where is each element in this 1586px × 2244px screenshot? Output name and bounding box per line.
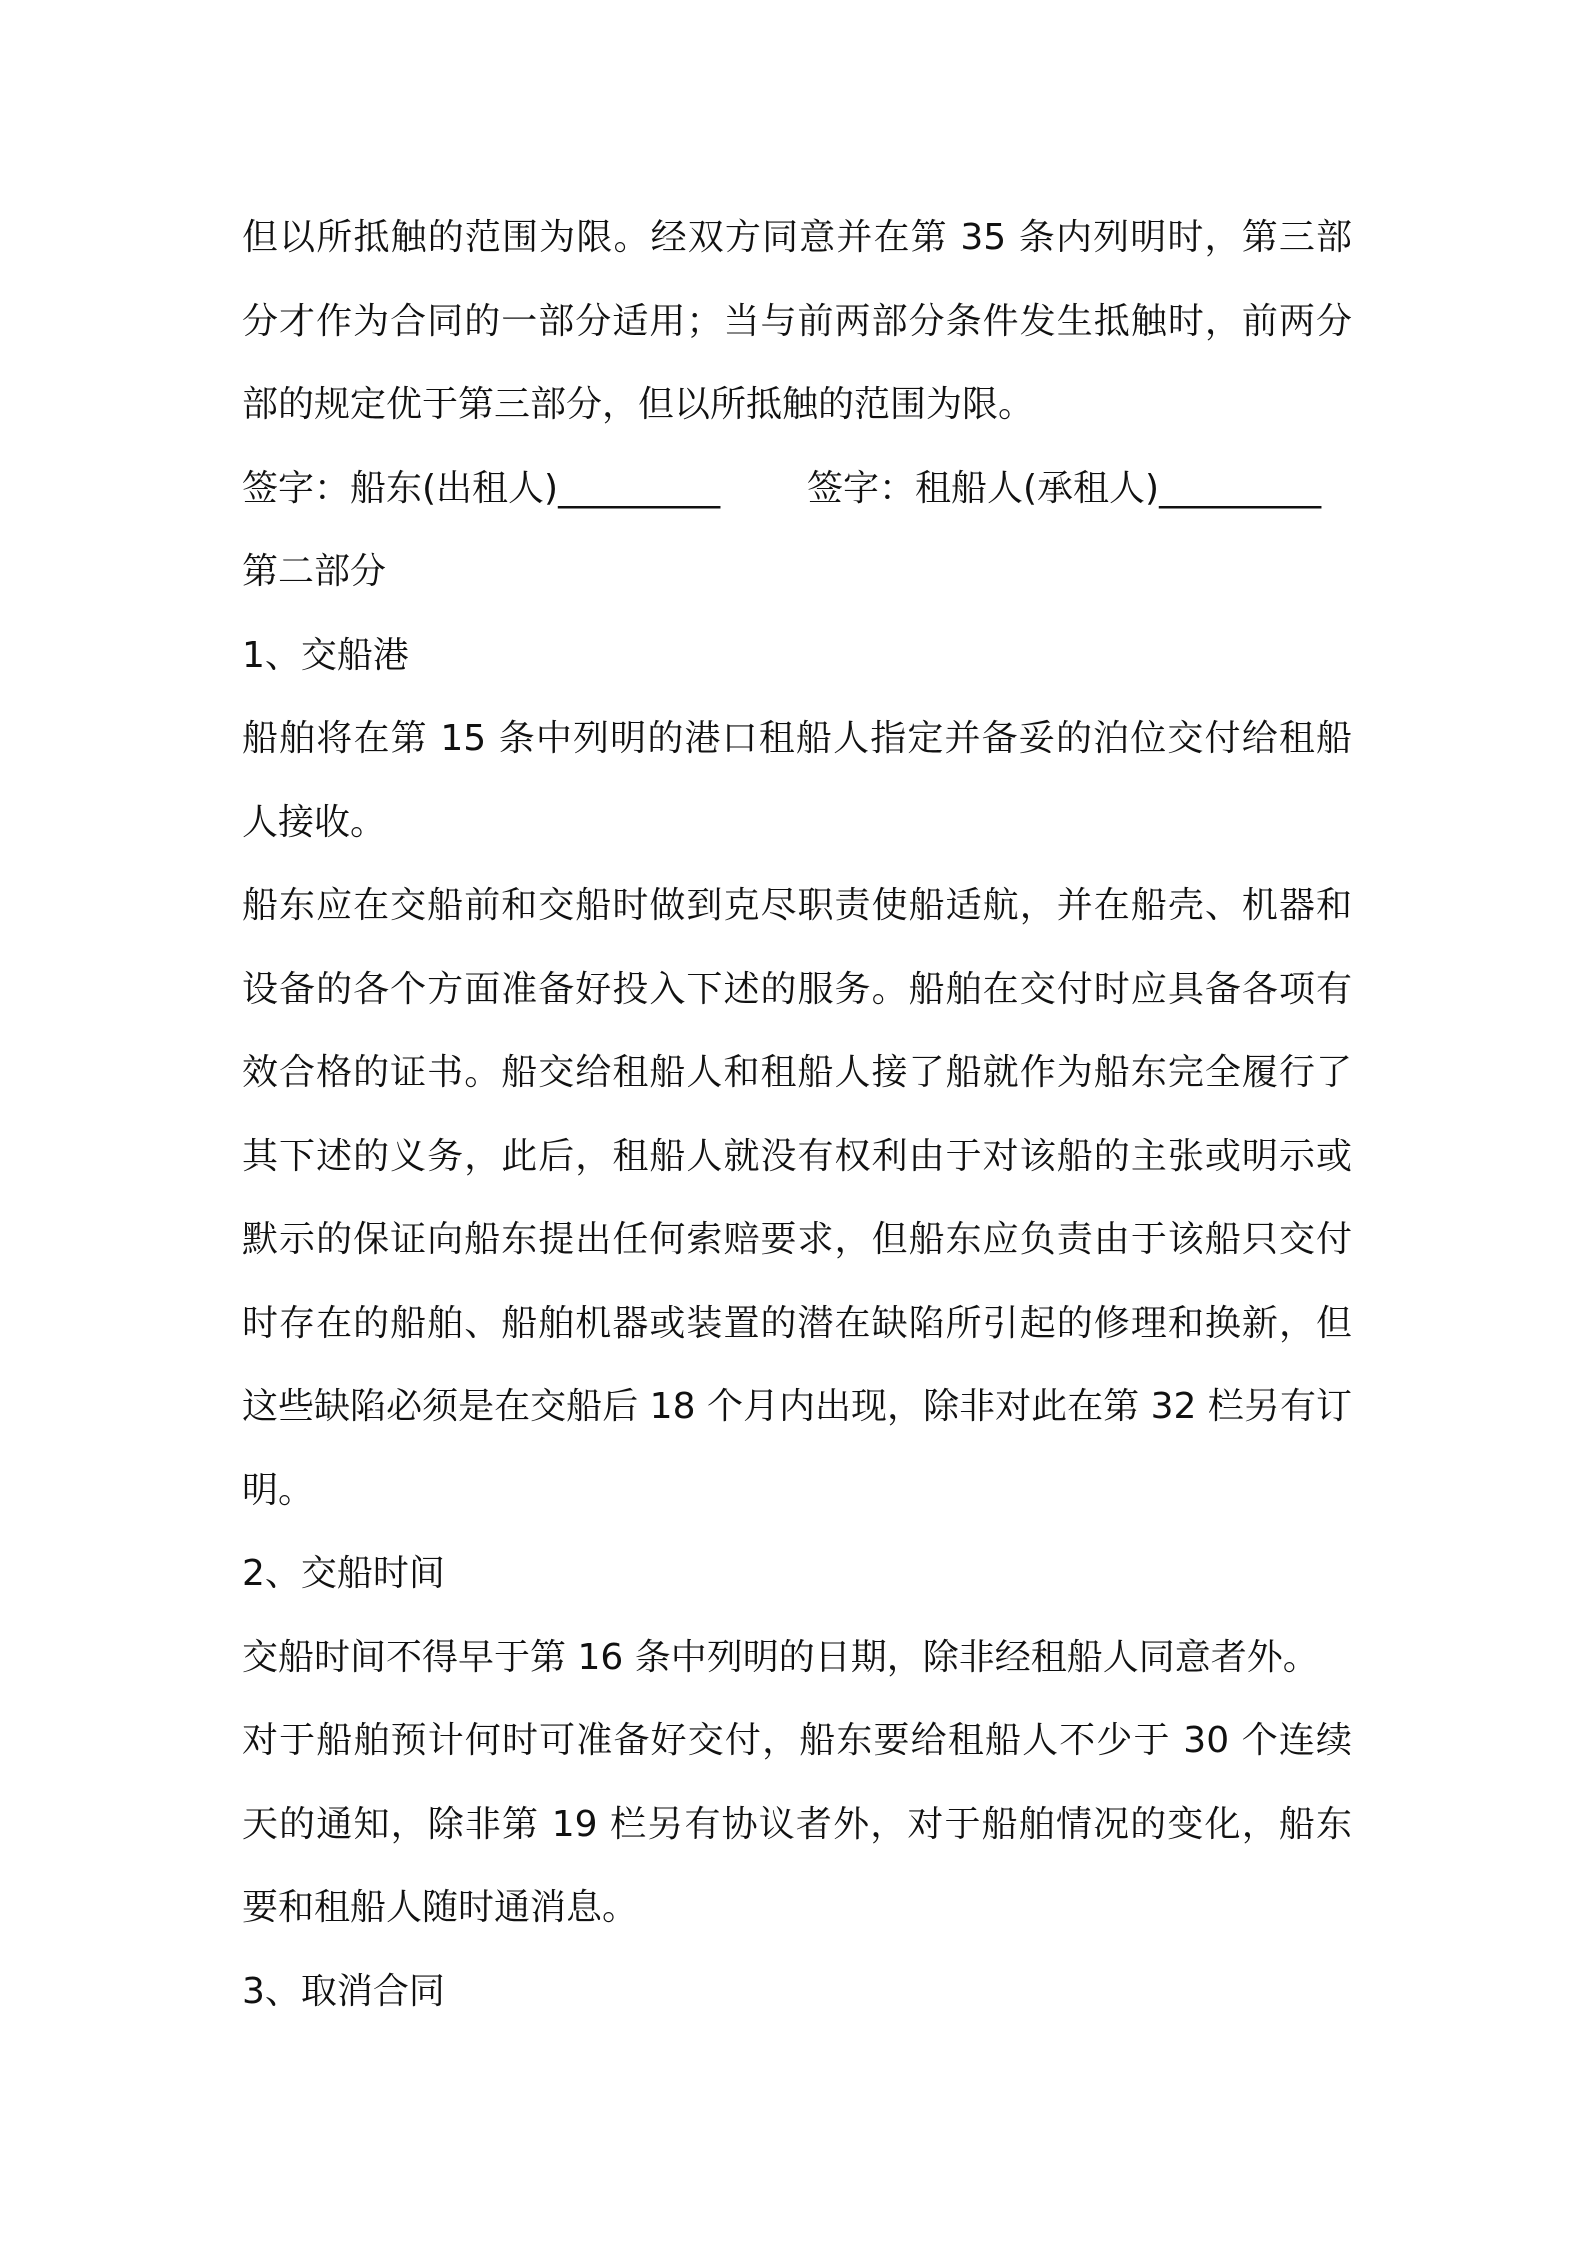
owner-signature: 签字：船东(出租人)_________ [242, 467, 721, 509]
section-paragraph: 交船时间不得早于第 16 条中列明的日期，除非经租船人同意者外。 [242, 1636, 1319, 1678]
section-paragraph: 对于船舶预计何时可准备好交付，船东要给租船人不少于 30 个连续天的通知，除非第 19 栏另有协议者外，对于船舶情况的变化，船东要和租船人随时通消息。 [242, 1720, 1352, 1928]
section-paragraph: 船东应在交船前和交船时做到克尽职责使船适航，并在船壳、机器和设备的各个方面准备好投入下述的服务。船舶在交付时应具备各项有效合格的证书。船交给租船人和租船人接了船就作为船东完全履行了其下述的义务，此后，租船人就没有权利由于对该船的主张或明示或默示的保证向船东提出任何索赔要求，但船东应负责由于该船只交付时存在的船舶、船舶机器或装置的潜在缺陷所引起的修理和换新，但这些缺陷必须是在交船后 18 个月内出现，除非对此在第 32 栏另有订明。 [242, 885, 1352, 1511]
part-title: 第二部分 [242, 551, 387, 592]
section-heading-delivery-time: 2、交船时间 [242, 1553, 445, 1594]
document-body [242, 196, 1352, 2033]
intro-paragraph: 但以所抵触的范围为限。经双方同意并在第 35 条内列明时，第三部分才作为合同的一部分适用；当与前两部分条件发生抵触时，前两分部的规定优于第三部分，但以所抵触的范围为限。 [242, 217, 1352, 425]
charterer-signature: 签字：租船人(承租人)_________ [807, 467, 1322, 509]
section-heading-cancellation: 3、取消合同 [242, 1970, 445, 2012]
signature-line [242, 447, 1352, 531]
section-paragraph: 船舶将在第 15 条中列明的港口租船人指定并备妥的泊位交付给租船人接收。 [242, 718, 1352, 843]
section-heading-delivery-port: 1、交船港 [242, 634, 409, 676]
